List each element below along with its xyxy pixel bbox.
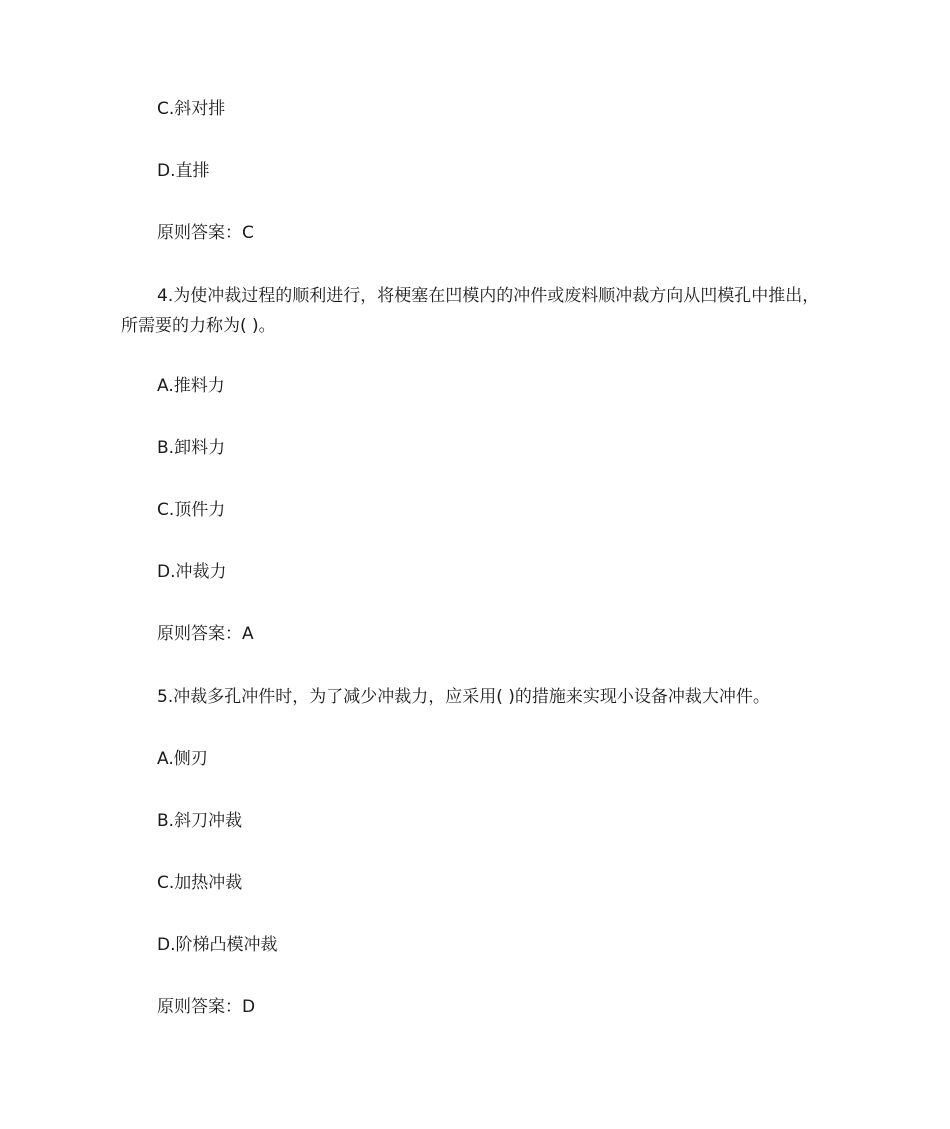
q3-option-c: C.斜对排 (157, 99, 226, 119)
q5-option-a: A.侧刃 (157, 749, 208, 769)
q4-option-b: B.卸料力 (157, 438, 226, 458)
q4-question: 4.为使冲裁过程的顺利进行，将梗塞在凹模内的冲件或废料顺冲裁方向从凹模孔中推出，所需要的力称为( )。 (121, 286, 820, 336)
q4-answer: 原则答案：A (157, 624, 254, 644)
q5-option-d: D.阶梯凸模冲裁 (157, 935, 278, 955)
q5-option-b: B.斜刀冲裁 (157, 811, 243, 831)
q5-question: 5.冲裁多孔冲件时，为了减少冲裁力，应采用( )的措施来实现小设备冲裁大冲件。 (157, 687, 770, 707)
q4-option-a: A.推料力 (157, 376, 225, 396)
q5-option-c: C.加热冲裁 (157, 873, 243, 893)
q4-option-d: D.冲裁力 (157, 562, 227, 582)
q4-option-c: C.顶件力 (157, 500, 226, 520)
q3-answer: 原则答案：C (157, 223, 254, 243)
q5-answer: 原则答案：D (157, 997, 256, 1017)
q3-option-d: D.直排 (157, 161, 210, 181)
